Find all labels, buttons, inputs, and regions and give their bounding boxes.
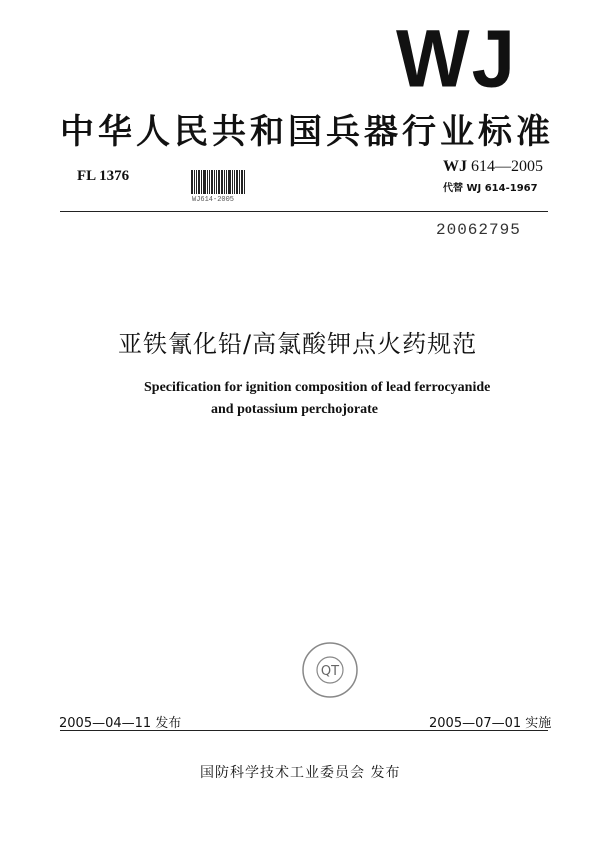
seal-text: QT xyxy=(320,664,340,679)
barcode-bar xyxy=(198,170,200,194)
barcode-bar xyxy=(214,170,215,194)
barcode xyxy=(191,170,253,194)
header-divider xyxy=(60,211,548,212)
classification-code: FL 1376 xyxy=(77,168,130,184)
barcode-bar xyxy=(211,170,213,194)
barcode-bar xyxy=(239,170,240,194)
standard-prefix: WJ xyxy=(443,158,467,175)
standard-number xyxy=(443,158,543,176)
standard-number-value: 614—2005 xyxy=(471,158,543,175)
barcode-bar xyxy=(228,170,231,194)
barcode-text: WJ614-2005 xyxy=(192,196,235,204)
publish-date: 2005—04—11 发布 xyxy=(59,716,182,731)
barcode-bar xyxy=(244,170,245,194)
barcode-bar xyxy=(221,170,223,194)
organization-title: 中华人民共和国兵器行业标准 xyxy=(60,112,554,152)
replaces-standard: 代替 WJ 614-1967 xyxy=(443,183,538,194)
barcode-bar xyxy=(207,170,208,194)
barcode-bar xyxy=(196,170,197,194)
barcode-bar xyxy=(218,170,220,194)
barcode-bar xyxy=(241,170,243,194)
barcode-bar xyxy=(236,170,238,194)
barcode-bar xyxy=(232,170,233,194)
quality-seal-icon xyxy=(300,640,360,700)
issuer: 国防科学技术工业委员会 发布 xyxy=(200,765,401,781)
barcode-bar xyxy=(191,170,193,194)
barcode-bar xyxy=(201,170,202,194)
barcode-bar xyxy=(209,170,210,194)
barcode-bar xyxy=(234,170,235,194)
serial-number: 20062795 xyxy=(436,221,521,239)
barcode-bar xyxy=(224,170,225,194)
title-chinese: 亚铁氰化铅/高氯酸钾点火药规范 xyxy=(118,330,478,358)
title-english-line2: and potassium perchojorate xyxy=(211,402,378,417)
wj-logo: WJ xyxy=(396,11,517,105)
barcode-bar xyxy=(216,170,217,194)
barcode-bar xyxy=(194,170,195,194)
title-english-line1: Specification for ignition composition of lead ferrocyanide xyxy=(144,380,491,395)
footer-divider xyxy=(60,730,548,731)
barcode-bar xyxy=(203,170,206,194)
barcode-bar xyxy=(226,170,227,194)
effective-date: 2005—07—01 实施 xyxy=(429,716,552,731)
